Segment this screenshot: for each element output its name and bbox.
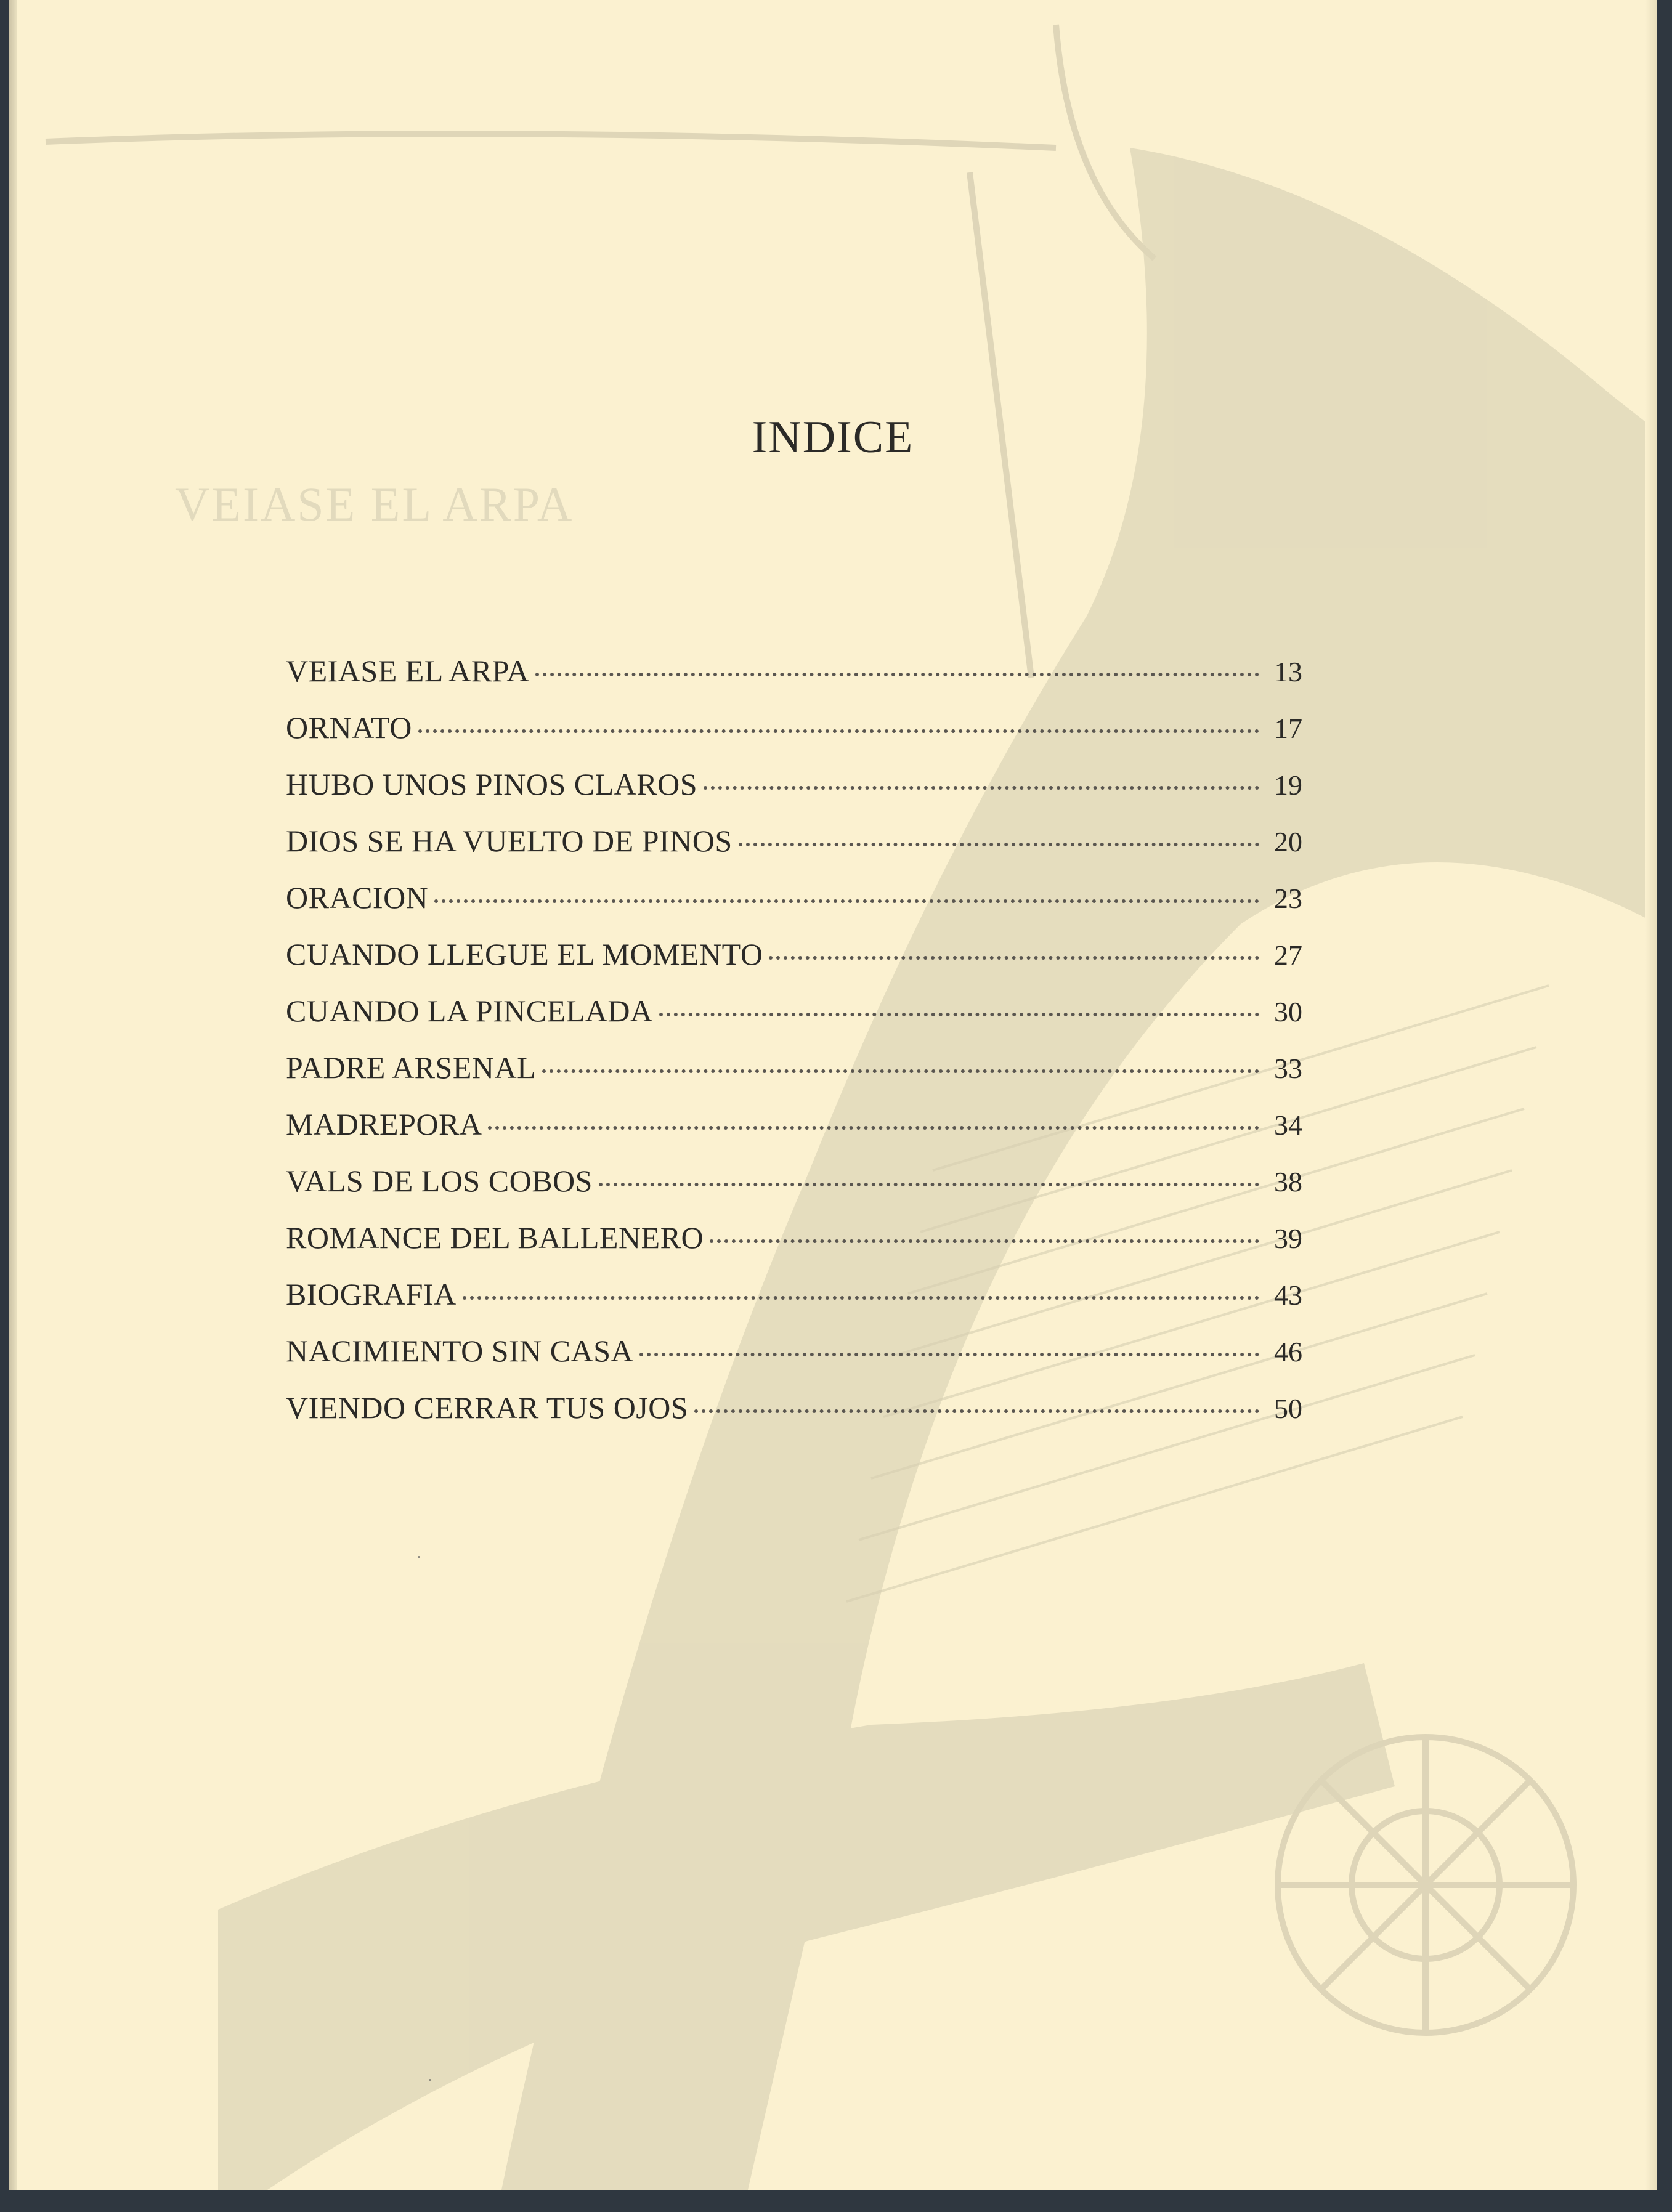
toc-page-number: 30 bbox=[1274, 996, 1302, 1027]
toc-dot-leader bbox=[542, 1069, 1259, 1073]
toc-dot-leader bbox=[599, 1183, 1259, 1186]
page-spine-shadow bbox=[9, 0, 17, 2190]
toc-dot-leader bbox=[710, 1239, 1259, 1243]
toc-dot-leader bbox=[535, 673, 1259, 676]
table-of-contents bbox=[286, 653, 1302, 1446]
toc-entry-title: VALS DE LOS COBOS bbox=[286, 1164, 593, 1198]
show-through-text: VEIASE EL ARPA bbox=[175, 477, 574, 531]
toc-entry-title: CUANDO LA PINCELADA bbox=[286, 994, 653, 1028]
paper-speck bbox=[429, 2079, 431, 2081]
toc-entry-title: DIOS SE HA VUELTO DE PINOS bbox=[286, 824, 733, 858]
toc-entry bbox=[286, 1276, 1302, 1333]
toc-dot-leader bbox=[659, 1013, 1259, 1016]
toc-entry bbox=[286, 1390, 1302, 1446]
toc-page-number: 19 bbox=[1274, 769, 1302, 801]
toc-entry bbox=[286, 1220, 1302, 1276]
toc-entry-title: ORACION bbox=[286, 880, 429, 915]
page-edge-shadow bbox=[1645, 0, 1657, 2190]
toc-page-number: 46 bbox=[1274, 1336, 1302, 1367]
toc-entry-title: ROMANCE DEL BALLENERO bbox=[286, 1220, 704, 1255]
toc-dot-leader bbox=[488, 1126, 1259, 1130]
toc-entry bbox=[286, 653, 1302, 710]
toc-entry bbox=[286, 1163, 1302, 1220]
toc-entry bbox=[286, 1106, 1302, 1163]
paper-speck bbox=[418, 1556, 420, 1558]
toc-entry-title: MADREPORA bbox=[286, 1107, 482, 1141]
toc-entry-title: VEIASE EL ARPA bbox=[286, 654, 530, 688]
toc-dot-leader bbox=[434, 899, 1259, 903]
toc-dot-leader bbox=[418, 729, 1259, 733]
toc-entry bbox=[286, 710, 1302, 766]
toc-entry bbox=[286, 993, 1302, 1050]
toc-page-number: 43 bbox=[1274, 1279, 1302, 1311]
toc-page-number: 38 bbox=[1274, 1166, 1302, 1197]
toc-page-number: 27 bbox=[1274, 939, 1302, 971]
toc-entry bbox=[286, 1050, 1302, 1106]
toc-dot-leader bbox=[639, 1353, 1259, 1356]
toc-entry-title: BIOGRAFIA bbox=[286, 1277, 457, 1311]
toc-page-number: 39 bbox=[1274, 1223, 1302, 1254]
toc-entry bbox=[286, 1333, 1302, 1390]
toc-dot-leader bbox=[739, 843, 1259, 846]
toc-page-number: 13 bbox=[1274, 656, 1302, 687]
toc-entry-title: CUANDO LLEGUE EL MOMENTO bbox=[286, 937, 763, 971]
toc-entry-title: VIENDO CERRAR TUS OJOS bbox=[286, 1390, 689, 1425]
toc-entry bbox=[286, 880, 1302, 936]
toc-entry bbox=[286, 823, 1302, 880]
toc-entry-title: PADRE ARSENAL bbox=[286, 1050, 537, 1085]
toc-dot-leader bbox=[704, 786, 1259, 790]
toc-dot-leader bbox=[463, 1296, 1259, 1300]
toc-page-number: 23 bbox=[1274, 883, 1302, 914]
book-page bbox=[9, 0, 1657, 2190]
toc-page-number: 50 bbox=[1274, 1393, 1302, 1424]
toc-dot-leader bbox=[769, 956, 1259, 960]
toc-entry-title: HUBO UNOS PINOS CLAROS bbox=[286, 767, 698, 801]
toc-page-number: 33 bbox=[1274, 1053, 1302, 1084]
toc-entry-title: NACIMIENTO SIN CASA bbox=[286, 1334, 634, 1368]
toc-entry bbox=[286, 936, 1302, 993]
toc-page-number: 20 bbox=[1274, 826, 1302, 857]
toc-page-number: 17 bbox=[1274, 713, 1302, 744]
toc-page-number: 34 bbox=[1274, 1109, 1302, 1141]
toc-dot-leader bbox=[694, 1409, 1259, 1413]
toc-entry-title: ORNATO bbox=[286, 710, 412, 745]
page-title: INDICE bbox=[752, 412, 914, 463]
toc-entry bbox=[286, 766, 1302, 823]
